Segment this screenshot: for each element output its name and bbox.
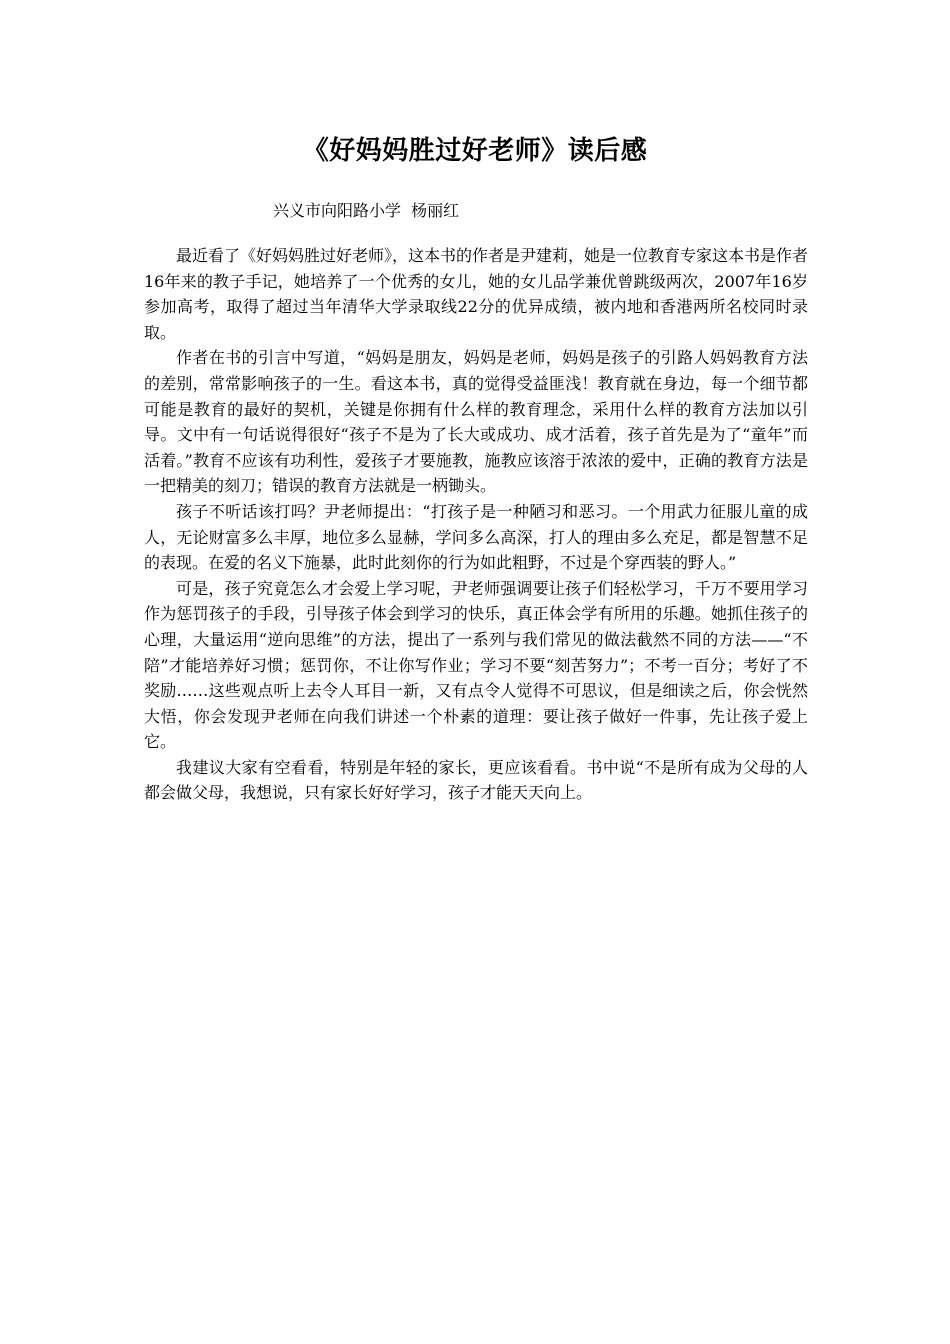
paragraph: 孩子不听话该打吗？尹老师提出：“打孩子是一种陋习和恶习。一个用武力征服儿童的成人，无论财富多么丰厚，地位多么显赫，学问多么高深，打人的理由多么充足，都是智慧不足的表现。在爱的名义下施暴，此时此刻你的行为如此粗野，不过是个穿西装的野人。” — [144, 501, 808, 573]
author-line: 兴义市向阳路小学 杨丽红 — [273, 201, 460, 220]
paragraph: 作者在书的引言中写道，“妈妈是朋友，妈妈是老师，妈妈是孩子的引路人妈妈教育方法的差别，常常影响孩子的一生。看这本书，真的觉得受益匪浅！教育就在身边，每一个细节都可能是教育的最好的契机，关键是你拥有什么样的教育理念，采用什么样的教育方法加以引导。文中有一句话说得很好“孩子不是为了长大或成功、成才活着，孩子首先是为了“童年”而活着。”教育不应该有功利性，爱孩子才要施教，施教应该溶于浓浓的爱中，正确的教育方法是一把精美的刻刀；错误的教育方法就是一柄锄头。 — [144, 348, 808, 496]
document-body — [144, 243, 808, 806]
paragraph: 我建议大家有空看看，特别是年轻的家长，更应该看看。书中说“不是所有成为父母的人都会做父母，我想说，只有家长好好学习，孩子才能天天向上。 — [144, 757, 808, 803]
document-title: 《好妈妈胜过好老师》读后感 — [302, 136, 648, 166]
paragraph: 最近看了《好妈妈胜过好老师》，这本书的作者是尹建莉，她是一位教育专家这本书是作者16年来的教子手记，她培养了一个优秀的女儿，她的女儿品学兼优曾跳级两次，2007年16岁参加高考，取得了超过当年清华大学录取线22分的优异成绩，被内地和香港两所名校同时录取。 — [144, 246, 809, 342]
paragraph: 可是，孩子究竟怎么才会爱上学习呢，尹老师强调要让孩子们轻松学习，千万不要用学习作为惩罚孩子的手段，引导孩子体会到学习的快乐，真正体会学有所用的乐趣。她抓住孩子的心理，大量运用“逆向思维”的方法，提出了一系列与我们常见的做法截然不同的方法——“不陪”才能培养好习惯；惩罚你，不让你写作业；学习不要“刻苦努力”；不考一百分；考好了不奖励……这些观点听上去令人耳目一新，又有点令人觉得不可思议，但是细读之后，你会恍然大悟，你会发现尹老师在向我们讲述一个朴素的道理：要让孩子做好一件事，先让孩子爱上它。 — [144, 578, 808, 752]
